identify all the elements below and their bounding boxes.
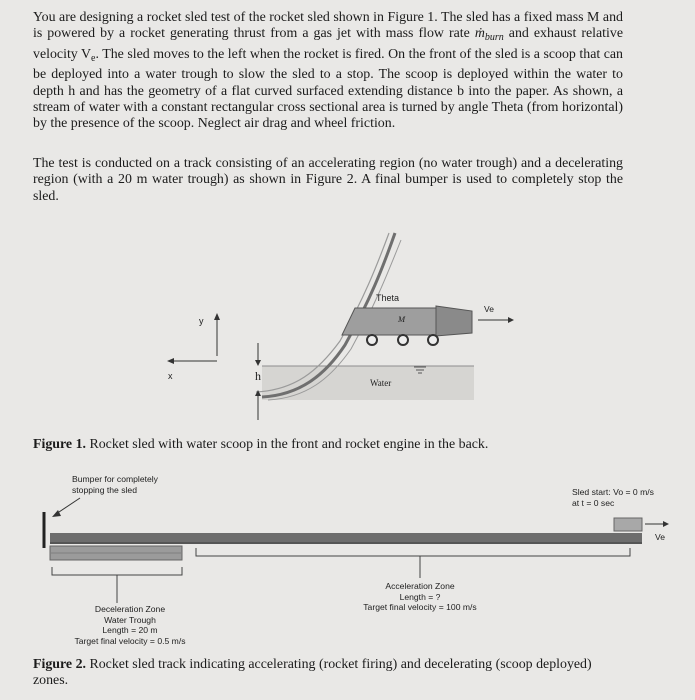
para1-part3: . The sled moves to the left when the rocket is fired. On the front of the sled is a scoop that can be deployed into a water trough to slow the sled to a stop. The scoop is deployed within the water to depth h and has the geometry of a flat curved surfaced extending distance b into the paper. As shown, a stream of water with a constant rectangular cross sectional area is turned by angle Theta (from horizontal) by the presence of the scoop. Neglect air drag and wheel friction. bbox=[33, 46, 624, 132]
y-axis-arrowhead bbox=[214, 313, 220, 320]
accel-zone-label bbox=[350, 581, 490, 613]
sled-start-line2: at t = 0 sec bbox=[572, 497, 615, 508]
label-ve: Ve bbox=[484, 304, 494, 314]
bumper-label-line2: stopping the sled bbox=[72, 484, 137, 495]
para1-part1: You are designing a rocket sled test of the rocket sled shown in Figure 1. The sled has a fixed mass M and is powered by a rocket generating thrust from a gas jet with mass flow rate bbox=[33, 10, 623, 42]
ve-subscript: e bbox=[91, 52, 96, 64]
decel-length: Length = 20 m bbox=[102, 625, 158, 635]
label-h: h bbox=[255, 369, 261, 383]
bumper-label-line1: Bumper for completely bbox=[72, 474, 158, 484]
figure-1-caption bbox=[33, 437, 488, 453]
figure-2-caption bbox=[33, 657, 593, 690]
sled-body bbox=[342, 308, 440, 335]
decel-trough: Water Trough bbox=[104, 614, 156, 625]
figure-1-caption-text: Rocket sled with water scoop in the front and rocket engine in the back. bbox=[86, 437, 489, 452]
figure-2-caption-label: Figure 2. bbox=[33, 657, 86, 672]
accel-length: Length = ? bbox=[399, 591, 441, 602]
h-arrow-bottom bbox=[255, 390, 261, 396]
track-rail-edge bbox=[50, 542, 642, 544]
bumper-pointer bbox=[56, 498, 80, 514]
accel-title: Acceleration Zone bbox=[385, 581, 455, 591]
wheel-1 bbox=[367, 335, 377, 345]
wheel-2 bbox=[398, 335, 408, 345]
rocket-engine bbox=[436, 306, 472, 336]
x-axis-arrowhead bbox=[167, 358, 174, 364]
decel-title: Deceleration Zone bbox=[94, 604, 166, 614]
h-arrow-top bbox=[255, 360, 261, 366]
wheel-3 bbox=[428, 335, 438, 345]
mdot-subscript: burn bbox=[484, 32, 504, 44]
label-mass: M bbox=[398, 314, 406, 324]
figure-2-caption-text: Rocket sled track indicating accelerating (rocket firing) and decelerating (scoop deployed) zones. bbox=[33, 657, 592, 689]
sled-start-line1: Sled start: Vo = 0 m/s bbox=[572, 487, 654, 497]
para1-part2: and exhaust relative velocity V bbox=[33, 26, 623, 62]
bumper-label bbox=[72, 474, 158, 495]
accel-bracket bbox=[196, 548, 630, 556]
label-y: y bbox=[199, 316, 204, 326]
decel-zone-label bbox=[60, 604, 200, 646]
label-theta: Theta bbox=[376, 293, 400, 303]
figure-1-caption-label: Figure 1. bbox=[33, 437, 86, 452]
decel-target: Target final velocity = 0.5 m/s bbox=[74, 635, 186, 646]
track-rail bbox=[50, 533, 642, 542]
ve-arrow-head bbox=[508, 317, 514, 323]
fig2-ve-arrow-head bbox=[663, 521, 669, 527]
mdot-symbol: ṁ bbox=[474, 26, 485, 42]
decel-bracket bbox=[52, 567, 182, 575]
fig2-ve-label: Ve bbox=[655, 532, 666, 542]
label-water: Water bbox=[370, 378, 392, 388]
accel-target: Target final velocity = 100 m/s bbox=[363, 602, 477, 612]
sled-start-label bbox=[572, 487, 654, 508]
problem-paragraph-2: The test is conducted on a track consisting of an accelerating region (no water trough) and a decelerating region (with a 20 m water trough) as shown in Figure 2. A final bumper is used to completely stop the sled. bbox=[33, 156, 623, 204]
label-x: x bbox=[168, 371, 173, 381]
sled-on-track bbox=[614, 518, 642, 531]
